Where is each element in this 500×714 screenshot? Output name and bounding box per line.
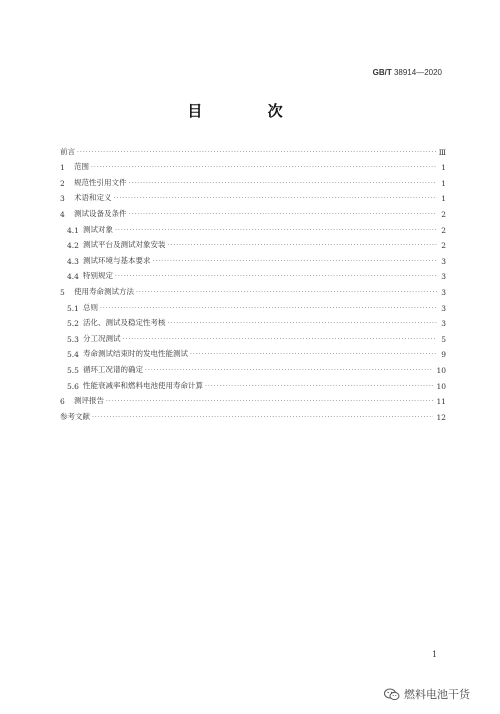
toc-entry-label: 循环工况谱的确定	[83, 364, 143, 374]
toc-dot-leader	[145, 366, 433, 375]
toc-dot-leader	[100, 304, 437, 313]
toc-entry[interactable]	[60, 203, 446, 219]
toc-dot-leader	[205, 382, 433, 391]
toc-entry[interactable]	[60, 313, 446, 329]
toc-entry-page: 3	[441, 256, 446, 266]
toc-entry-number: 2	[60, 178, 65, 188]
toc-entry[interactable]	[60, 375, 446, 391]
toc-entry-page: 3	[441, 272, 446, 282]
table-of-contents	[60, 141, 446, 422]
toc-dot-leader	[136, 288, 437, 297]
toc-entry-label: 总则	[83, 302, 98, 312]
toc-dot-leader	[114, 194, 438, 203]
toc-entry-page: 2	[441, 241, 446, 251]
standard-code	[373, 68, 442, 77]
toc-entry-label: 前言	[60, 146, 75, 156]
toc-dot-leader	[115, 226, 437, 235]
toc-entry[interactable]	[60, 406, 446, 422]
toc-entry[interactable]	[60, 266, 446, 282]
toc-entry-number: 5.6	[67, 381, 79, 391]
toc-entry-label: 测试对象	[83, 224, 113, 234]
toc-entry-page: 1	[441, 194, 446, 204]
toc-entry-page: 11	[436, 397, 446, 407]
toc-entry-label: 寿命测试结束时的发电性能测试	[83, 349, 188, 359]
toc-dot-leader	[190, 350, 437, 359]
toc-entry[interactable]	[60, 359, 446, 375]
toc-entry-label: 测试设备及条件	[74, 208, 127, 218]
toc-entry-label: 范围	[74, 162, 89, 172]
toc-entry-page: 9	[441, 350, 446, 360]
toc-entry-number: 5	[60, 287, 65, 297]
toc-dot-leader	[129, 210, 438, 219]
toc-entry-label: 测评报告	[74, 396, 104, 406]
toc-entry-page: 3	[441, 287, 446, 297]
toc-dot-leader	[115, 272, 437, 281]
toc-entry-page: 1	[441, 163, 446, 173]
toc-entry[interactable]	[60, 157, 446, 173]
toc-entry-number: 5.1	[67, 303, 79, 313]
toc-dot-leader	[91, 163, 437, 172]
toc-entry-label: 特别规定	[83, 271, 113, 281]
standard-prefix: GB/T	[372, 68, 392, 77]
toc-entry-number: 4	[60, 209, 65, 219]
toc-entry[interactable]	[60, 235, 446, 251]
toc-entry-number: 6	[60, 397, 65, 407]
watermark-text: 燃料电池干货	[404, 688, 470, 701]
toc-entry[interactable]	[60, 172, 446, 188]
toc-dot-leader	[92, 413, 433, 422]
wechat-icon	[384, 688, 400, 701]
toc-entry-page: 3	[441, 319, 446, 329]
toc-entry-number: 5.4	[67, 350, 79, 360]
toc-entry-label: 参考文献	[60, 411, 90, 421]
standard-number: 38914—2020	[391, 68, 442, 77]
toc-dot-leader	[77, 148, 436, 157]
toc-entry[interactable]	[60, 391, 446, 407]
toc-dot-leader	[168, 319, 438, 328]
toc-entry-label: 测试平台及测试对象安装	[83, 240, 166, 250]
toc-entry-page: 5	[441, 334, 446, 344]
toc-entry[interactable]	[60, 188, 446, 204]
toc-dot-leader	[168, 241, 438, 250]
toc-entry-label: 术语和定义	[74, 193, 112, 203]
toc-entry-number: 4.1	[67, 225, 79, 235]
toc-entry[interactable]	[60, 219, 446, 235]
toc-entry-page: 10	[436, 381, 446, 391]
toc-dot-leader	[153, 257, 438, 266]
toc-entry[interactable]	[60, 328, 446, 344]
toc-entry-number: 3	[60, 194, 65, 204]
toc-dot-leader	[129, 179, 438, 188]
toc-entry-page: 2	[441, 225, 446, 235]
toc-entry[interactable]	[60, 297, 446, 313]
watermark	[384, 686, 470, 702]
toc-entry[interactable]	[60, 281, 446, 297]
toc-entry[interactable]	[60, 250, 446, 266]
toc-entry-number: 4.3	[67, 256, 79, 266]
toc-dot-leader	[123, 335, 438, 344]
toc-entry-label: 规范性引用文件	[74, 177, 127, 187]
page-title: 目 次	[187, 102, 313, 120]
toc-entry-number: 1	[60, 163, 65, 173]
toc-entry-page: 1	[441, 178, 446, 188]
toc-entry-number: 5.5	[67, 365, 79, 375]
toc-entry-label: 测试环境与基本要求	[83, 255, 151, 265]
toc-entry-number: 5.2	[67, 319, 79, 329]
toc-entry-page: 12	[436, 412, 446, 422]
toc-entry-number: 4.2	[67, 241, 79, 251]
toc-entry-label: 活化、测试及稳定性考核	[83, 318, 166, 328]
toc-entry-number: 5.3	[67, 334, 79, 344]
page-number: 1	[432, 650, 438, 659]
toc-entry-page: 3	[441, 303, 446, 313]
toc-entry-label: 分工况测试	[83, 333, 121, 343]
toc-entry-page: Ⅲ	[438, 147, 446, 157]
toc-entry-label: 性能衰减率和燃料电池使用寿命计算	[83, 380, 203, 390]
toc-entry[interactable]	[60, 344, 446, 360]
toc-entry-label: 使用寿命测试方法	[74, 286, 134, 296]
toc-dot-leader	[106, 397, 433, 406]
toc-entry[interactable]	[60, 141, 446, 157]
toc-entry-number: 4.4	[67, 272, 79, 282]
toc-entry-page: 10	[436, 365, 446, 375]
toc-entry-page: 2	[441, 209, 446, 219]
